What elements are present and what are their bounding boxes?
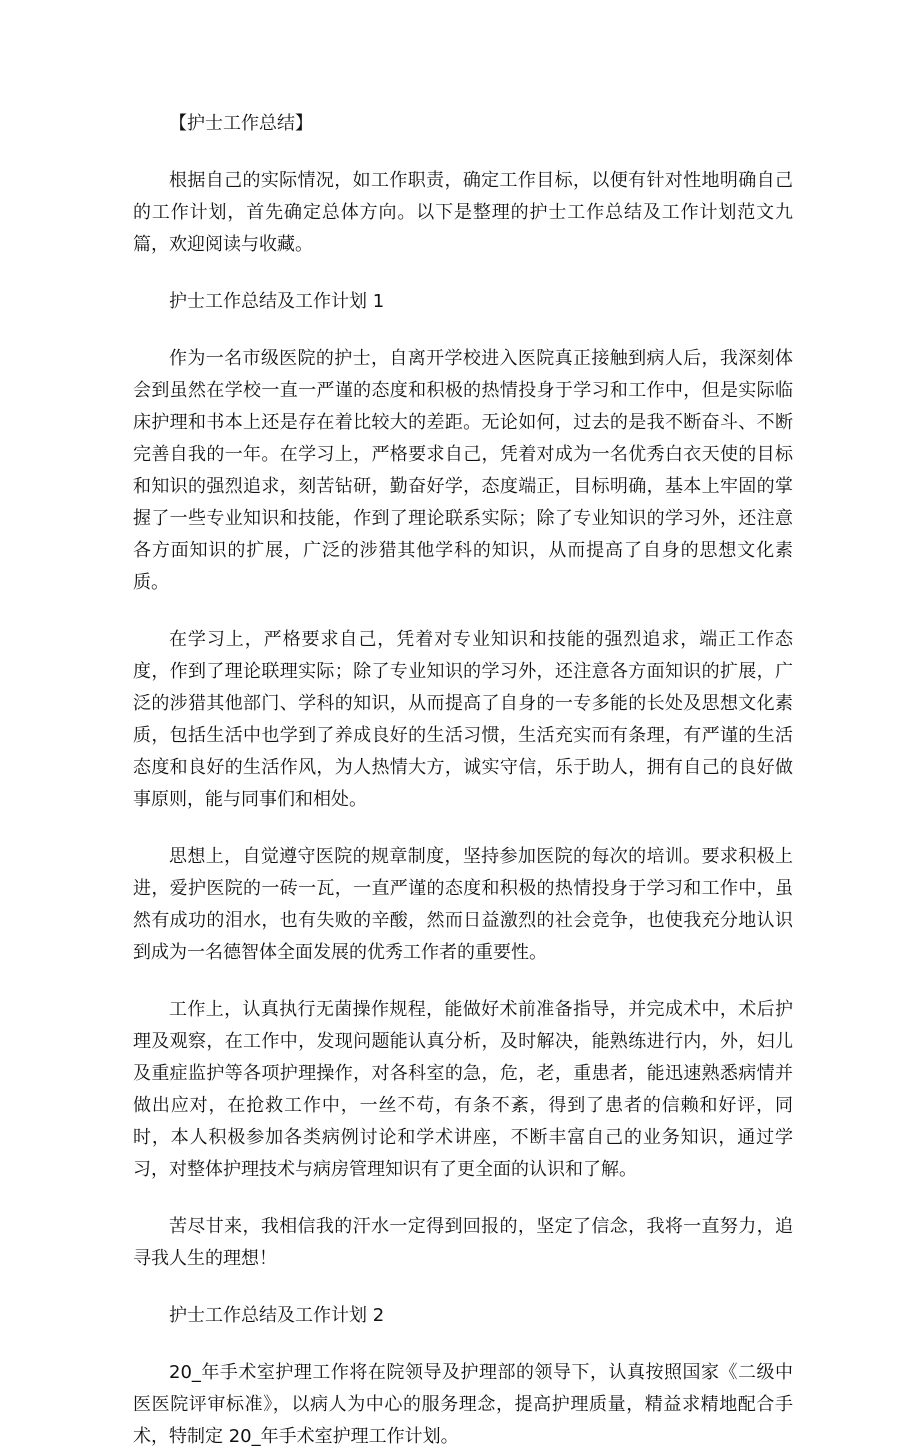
section-1-heading: 护士工作总结及工作计划 1	[169, 291, 385, 312]
spacer	[133, 969, 793, 994]
section-1-paragraph-2: 在学习上，严格要求自己，凭着对专业知识和技能的强烈追求，端正工作态度，作到了理论联理实际；除了专业知识的学习外，还注意各方面知识的扩展，广泛的涉猎其他部门、学科的知识，从而提高了自身的一专多能的长处及思想文化素质，包括生活中也学到了养成良好的生活习惯，生活充实而有条理，有严谨的生活态度和良好的生活作风，为人热情大方，诚实守信，乐于助人，拥有自己的良好做事原则，能与同事们和相处。	[133, 629, 793, 810]
spacer	[133, 318, 793, 343]
document-title: 【护士工作总结】	[169, 113, 313, 134]
section-1-paragraph-4: 工作上，认真执行无菌操作规程，能做好术前准备指导，并完成术中，术后护理及观察，在工作中，发现问题能认真分析，及时解决，能熟练进行内，外，妇儿及重症监护等各项护理操作，对各科室的急，危，老，重患者，能迅速熟悉病情并做出应对，在抢救工作中，一丝不苟，有条不紊，得到了患者的信赖和好评，同时，本人积极参加各类病例讨论和学术讲座，不断丰富自己的业务知识，通过学习，对整体护理技术与病房管理知识有了更全面的认识和了解。	[133, 999, 793, 1180]
spacer	[133, 1332, 793, 1357]
spacer	[133, 1275, 793, 1300]
section-1-paragraph-1: 作为一名市级医院的护士，自离开学校进入医院真正接触到病人后，我深刻体会到虽然在学校一直一严谨的态度和积极的热情投身于学习和工作中，但是实际临床护理和书本上还是存在着比较大的差距。无论如何，过去的是我不断奋斗、不断完善自我的一年。在学习上，严格要求自己，凭着对成为一名优秀白衣天使的目标和知识的强烈追求，刻苦钻研，勤奋好学，态度端正，目标明确，基本上牢固的掌握了一些专业知识和技能，作到了理论联系实际；除了专业知识的学习外，还注意各方面知识的扩展，广泛的涉猎其他学科的知识，从而提高了自身的思想文化素质。	[133, 348, 793, 593]
section-1-paragraph-3: 思想上，自觉遵守医院的规章制度，坚持参加医院的每次的培训。要求积极上进，爱护医院的一砖一瓦，一直严谨的态度和积极的热情投身于学习和工作中，虽然有成功的泪水，也有失败的辛酸，然而日益激烈的社会竞争，也使我充分地认识到成为一名德智体全面发展的优秀工作者的重要性。	[133, 846, 793, 963]
document-body	[133, 108, 793, 1453]
spacer	[133, 261, 793, 286]
section-2-paragraph-1: 20_年手术室护理工作将在院领导及护理部的领导下，认真按照国家《二级中医医院评审标准》，以病人为中心的服务理念，提高护理质量，精益求精地配合手术，特制定 20_年手术室护理工作计划。	[133, 1362, 793, 1447]
spacer	[133, 816, 793, 841]
spacer	[133, 140, 793, 165]
section-2-heading: 护士工作总结及工作计划 2	[169, 1305, 385, 1326]
section-1-paragraph-5: 苦尽甘来，我相信我的汗水一定得到回报的，坚定了信念，我将一直努力，追寻我人生的理想！	[133, 1216, 793, 1269]
intro-paragraph: 根据自己的实际情况，如工作职责，确定工作目标，以便有针对性地明确自己的工作计划，首先确定总体方向。以下是整理的护士工作总结及工作计划范文九篇，欢迎阅读与收藏。	[133, 170, 793, 255]
spacer	[133, 599, 793, 624]
spacer	[133, 1186, 793, 1211]
